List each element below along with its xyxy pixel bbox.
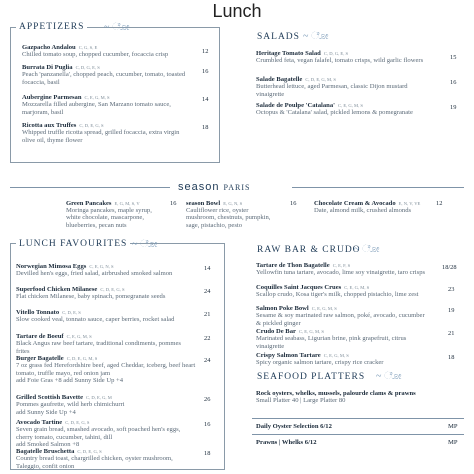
item-desc: Mozzarella filled aubergine, San Marzano tomato sauce, marjoram, basil <box>22 101 171 116</box>
item-allergens: C, D, E, G, S <box>65 420 90 425</box>
item-name: Grilled Scottish Bavette <box>16 394 84 401</box>
item-allergens: E, G, N, S <box>223 201 243 206</box>
item-allergens: C, E, G, M, S <box>344 285 370 290</box>
item-name: Salade Bagatelle <box>256 76 303 83</box>
item-allergens: C, D, E, G, S <box>79 123 104 128</box>
divider <box>10 187 170 188</box>
season-heading <box>178 181 251 193</box>
item-allergens: C, E, G, M, S <box>337 103 363 108</box>
item-name: Norwegian Mimosa Eggs <box>16 263 87 270</box>
item-price: 16 <box>204 421 211 428</box>
season-band <box>0 180 474 194</box>
menu-item <box>256 102 436 117</box>
item-allergens: C, G, S, E <box>78 45 98 50</box>
item-allergens: C, E, G, M, S <box>323 353 349 358</box>
item-price: 26 <box>204 396 211 403</box>
flourish-icon: ~ ೋ <box>132 239 158 250</box>
menu-item <box>256 262 431 277</box>
item-price: 24 <box>204 357 211 364</box>
menu-item <box>66 200 166 229</box>
menu-item <box>22 64 192 86</box>
item-price: 18 <box>448 354 455 361</box>
raw-bar-title: RAW BAR & CRUDO <box>254 245 364 255</box>
flourish-icon: ~ ೋ <box>376 371 402 382</box>
item-price: 23 <box>448 286 455 293</box>
item-name: Salade de Poulpe 'Catalana' <box>256 102 335 109</box>
item-name: Salmon Poke Bowl <box>256 305 309 312</box>
item-allergens: C, E, G, M, S <box>311 306 337 311</box>
item-name: Vitello Tonnato <box>16 309 60 316</box>
item-name: Chocolate Cream & Avocado <box>314 200 396 207</box>
item-desc: Peach 'panzanella', chopped peach, cucumber, tomato, toasted focaccia, basil <box>22 71 186 86</box>
oyster-row-price: MP <box>448 423 458 430</box>
item-price: 14 <box>202 96 209 103</box>
item-name: Coquilles Saint Jacques Crues <box>256 284 342 291</box>
season-word: season <box>178 181 220 193</box>
item-price: 15 <box>450 54 457 61</box>
item-desc: Marinated seabass, Ligurian brine, pink grapefruit, citrus vinaigrette <box>256 335 407 350</box>
item-name: Bagatelle Bruschetta <box>16 448 75 455</box>
item-price: 21 <box>204 311 211 318</box>
item-desc: Cauliflower rice, oyster mushroom, chestnuts, pumpkin, sage, pistachio, pesto <box>186 207 271 229</box>
item-price: 16 <box>290 200 297 207</box>
menu-item <box>16 286 196 301</box>
menu-item <box>256 352 431 367</box>
item-desc: Moringa pancakes, maple syrup, white chocolate, mascarpone, blueberries, pecan nuts <box>66 207 152 229</box>
item-desc: Devilled hen's eggs, fried salad, airbrushed smoked salmon <box>16 270 173 278</box>
item-allergens: C, E, F, S <box>332 263 351 268</box>
item-allergens: E, G, M, S, V <box>114 201 140 206</box>
item-name: Gazpacho Andalou <box>22 44 76 51</box>
menu-item <box>16 355 196 385</box>
item-desc: Pommes gaufrette, wild herb chimichurri <box>16 401 125 409</box>
item-desc: Sesame & soy marinated raw salmon, poké, avocado, cucumber & pickled ginger <box>256 312 425 327</box>
seafood-title: SEAFOOD PLATTERS <box>254 372 368 382</box>
item-allergens: C, E, G, M, S <box>66 334 92 339</box>
item-desc: Whipped truffle ricotta spread, grilled focaccia, extra virgin olive oil, thyme flower <box>22 129 180 144</box>
menu-item <box>16 419 196 449</box>
divider <box>252 418 464 419</box>
item-price: 19 <box>448 307 455 314</box>
item-name: Tartare de Boeuf <box>16 333 64 340</box>
menu-item <box>256 76 436 98</box>
seafood-sizes: Small Platter 40 | Large Platter 80 <box>256 397 346 405</box>
item-price: 16 <box>202 68 209 75</box>
item-price: 16 <box>450 79 457 86</box>
item-desc: Flat chicken Milanese, baby spinach, pomegranate seeds <box>16 293 166 301</box>
item-addon: add Sunny Side Up +4 <box>16 408 76 416</box>
menu-item <box>16 309 196 324</box>
divider <box>292 187 464 188</box>
item-price: 21 <box>448 330 455 337</box>
flourish-icon: ~ ೋ <box>303 31 329 42</box>
item-price: 14 <box>204 265 211 272</box>
item-price: 18/28 <box>442 264 457 271</box>
item-desc: Octopus & 'Catalana' salad, pickled lemons & pomegranate <box>256 109 413 117</box>
item-name: Crispy Salmon Tartare <box>256 352 321 359</box>
item-name: season Bowl <box>186 200 221 207</box>
item-allergens: C, E, G, M, S <box>84 95 110 100</box>
item-desc: Yellowfin tuna tartare, avocado, lime soy vinaigrette, taro crisps <box>256 269 426 277</box>
item-addon: add Smoked Salmon +8 <box>16 441 80 449</box>
item-price: 22 <box>204 335 211 342</box>
item-allergens: C, D, E, G, S <box>100 287 125 292</box>
salads-title: SALADS <box>254 32 303 42</box>
item-desc: Black Angus raw beef tartare, traditional condiments, pommes frites <box>16 340 181 355</box>
item-desc: Butterhead lettuce, aged Parmesan, classic Dijon mustard vinaigrette <box>256 83 408 98</box>
flourish-icon: ~ ೋ <box>104 22 130 33</box>
divider <box>252 434 464 435</box>
menu-item <box>22 94 192 116</box>
seafood-desc <box>256 390 456 405</box>
item-price: 18 <box>202 124 209 131</box>
item-allergens: C, E, G, M, S <box>298 329 324 334</box>
item-desc: Crumbled feta, vegan falafel, tomato crisps, wild garlic flowers <box>256 57 424 65</box>
menu-item <box>16 263 196 278</box>
item-name: Aubergine Parmesan <box>22 94 82 101</box>
item-name: Crudo De Bar <box>256 328 296 335</box>
item-price: 16 <box>170 200 177 207</box>
menu-item <box>256 284 431 299</box>
item-price: 18 <box>204 450 211 457</box>
item-allergens: E, N, V, VE <box>398 201 421 206</box>
item-desc: Slow cooked veal, tonnato sauce, caper berries, rocket salad <box>16 316 175 324</box>
lunch-favourites-title: LUNCH FAVOURITES <box>16 239 130 249</box>
item-allergens: C, D, E, G, S <box>77 449 102 454</box>
item-name: Heritage Tomato Salad <box>256 50 321 57</box>
item-allergens: C, D, E, G, M, S <box>66 356 98 361</box>
item-allergens: C, D, G, E, S <box>323 51 349 56</box>
menu-item <box>314 200 424 214</box>
item-allergens: C, D, G, E, S <box>75 65 100 70</box>
menu-item <box>16 333 196 355</box>
item-desc: Date, almond milk, crushed almonds <box>314 207 412 215</box>
item-allergens: C, D, E, G, M <box>86 395 112 400</box>
item-allergens: C, E, G, N, S <box>89 264 114 269</box>
oyster-row-label: Daily Oyster Selection 6/12 <box>256 423 332 430</box>
item-desc: 7 oz grass fed Herefordshire beef, aged Cheddar, iceberg, beef heart tomato, truffle mayo, red onion jam <box>16 362 196 377</box>
item-desc: Country bread toast, chargrilled chicken, oyster mushroom, Taleggio, confit onion <box>16 455 173 470</box>
appetizers-title: APPETIZERS <box>16 22 87 32</box>
item-desc: Scallop crudo, Kosa tiger's milk, chopped pistachio, lime zest <box>256 291 419 299</box>
item-price: 24 <box>204 288 211 295</box>
item-desc: Chilled tomato soup, chopped cucumber, focaccia crisp <box>22 51 169 59</box>
menu-item <box>16 448 196 470</box>
item-price: 12 <box>202 48 209 55</box>
menu-item <box>256 50 436 65</box>
item-name: Green Pancakes <box>66 200 112 207</box>
item-name: Avocado Tartine <box>16 419 63 426</box>
item-allergens: C, D, E, S <box>62 310 81 315</box>
flourish-icon: ~ ೋ <box>354 244 380 255</box>
item-price: 12 <box>436 200 443 207</box>
season-paris: PARIS <box>223 183 251 192</box>
item-name: Burrata Di Puglia <box>22 64 73 71</box>
page-title: Lunch <box>212 1 262 21</box>
item-name: Superfood Chicken Milanese <box>16 286 98 293</box>
item-allergens: C, D, E, G, M, S <box>305 77 336 82</box>
menu-item <box>16 394 196 416</box>
seafood-desc-text: Rock oysters, whelks, mussels, palourde clams & prawns <box>256 390 416 397</box>
menu-item <box>256 328 431 350</box>
item-name: Ricotta aux Truffes <box>22 122 77 129</box>
prawns-row-label: Prawns | Whelks 6/12 <box>256 439 317 446</box>
menu-item <box>186 200 276 229</box>
item-desc: Spicy organic salmon tartare, crispy rice cracker <box>256 359 384 367</box>
menu-item <box>256 305 431 327</box>
item-addon: add Foie Gras +8 add Sunny Side Up +4 <box>16 377 124 385</box>
item-name: Tartare de Thon Bagatelle <box>256 262 330 269</box>
item-price: 19 <box>450 104 457 111</box>
prawns-row-price: MP <box>448 439 458 446</box>
menu-item <box>22 122 192 144</box>
menu-item <box>22 44 192 59</box>
item-name: Burger Bagatelle <box>16 355 64 362</box>
item-desc: Seven grain bread, smashed avocado, soft poached hen's eggs, cherry tomato, cucumber, tahini, dill <box>16 426 181 441</box>
